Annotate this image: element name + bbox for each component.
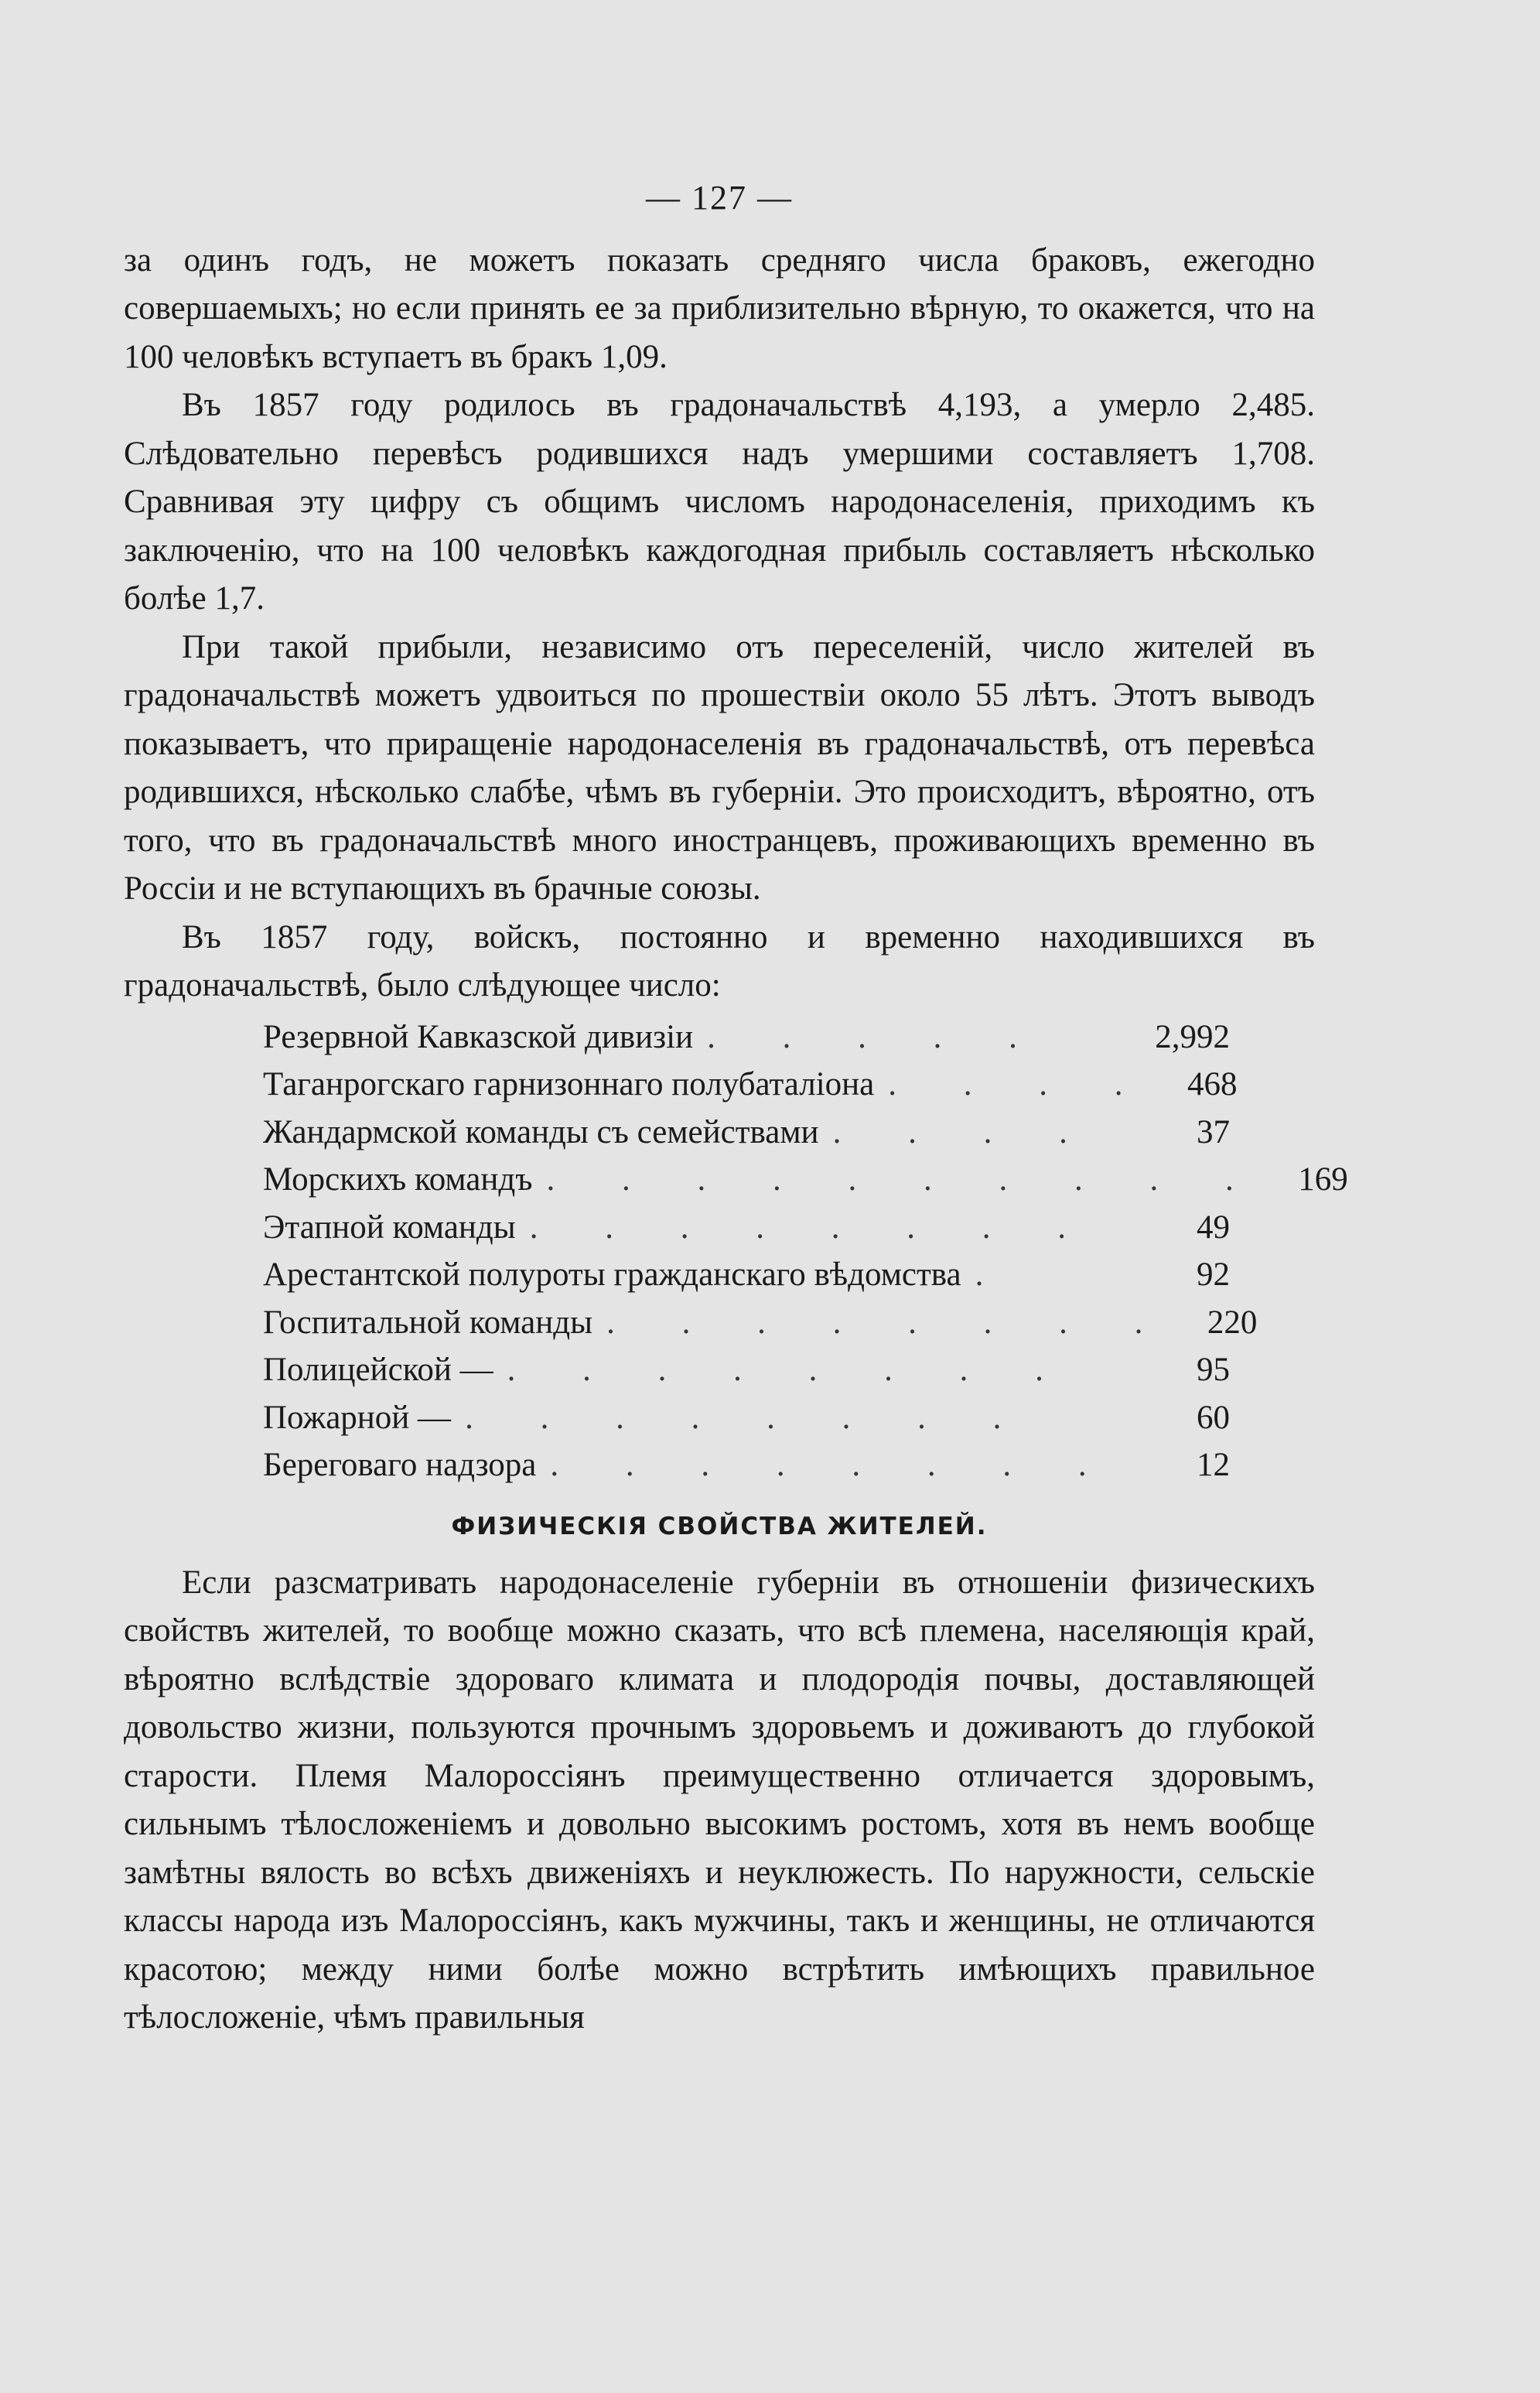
troop-value: 92	[1197, 1256, 1230, 1293]
troop-label: Арестантской полуроты гражданскаго вѣдомства	[263, 1256, 961, 1293]
troop-value: 220	[1207, 1304, 1258, 1341]
section-heading: ФИЗИЧЕСКІЯ СВОЙСТВА ЖИТЕЛЕЙ.	[451, 1512, 988, 1540]
leader-dots: . . . . . . . .	[606, 1304, 1173, 1341]
troop-value: 60	[1197, 1399, 1230, 1436]
troops-list	[124, 1014, 1348, 1489]
troop-label: Морскихъ командъ	[263, 1161, 533, 1198]
troop-value: 37	[1197, 1113, 1230, 1150]
paragraph-troops-intro: Въ 1857 году, войскъ, постоянно и временно находившихся въ градоначальствѣ, было слѣдующее число:	[124, 918, 1315, 1003]
troop-label: Этапной команды	[263, 1208, 516, 1246]
troop-label: Таганрогскаго гарнизоннаго полубаталіона	[263, 1066, 875, 1102]
troop-value: 95	[1197, 1352, 1230, 1388]
troop-row	[263, 1014, 1230, 1061]
paragraph-marriage-rate: за одинъ годъ, не можетъ показать средняго числа браковъ, ежегодно совершаемыхъ; но если принять ее за приблизительно вѣрную, то окажется, что на 100 человѣкъ вступаетъ въ бракъ 1,09.	[124, 241, 1315, 375]
leader-dots: . . . . .	[707, 1018, 1047, 1055]
troop-value: 468	[1187, 1066, 1238, 1102]
page-number: — 127 —	[646, 179, 793, 217]
paragraph-physical-traits: Если разсматривать народонаселеніе губерніи въ отношеніи физическихъ свойствъ жителей, то вообще можно сказать, что всѣ племена, населяющія край, вѣроятно вслѣдствіе здороваго климата и плодородія почвы, доставляющей довольство жизни, пользуются прочнымъ здоровьемъ и доживаютъ до глубокой старости. Племя Малороссіянъ преимущественно отличается здоровымъ, сильнымъ тѣлосложеніемъ и довольно высокимъ ростомъ, хотя въ немъ вообще замѣтны вялость во всѣхъ движеніяхъ и неуклюжесть. По наружности, сельскіе классы народа изъ Малороссіянъ, какъ мужчины, такъ и женщины, не отличаются красотою; между ними болѣе можно встрѣтить имѣющихъ правильное тѣлосложеніе, чѣмъ правильныя	[124, 1564, 1315, 2036]
leader-dots: .	[975, 1256, 1013, 1293]
troop-value: 2,992	[1155, 1018, 1230, 1055]
leader-dots: . . . . . . . .	[529, 1208, 1095, 1246]
troop-row	[263, 1204, 1230, 1252]
leader-dots: . . . . . . . .	[465, 1399, 1031, 1436]
troop-row	[263, 1441, 1230, 1489]
leader-dots: . . . .	[888, 1066, 1152, 1102]
text-column	[124, 174, 1348, 2043]
troop-row	[263, 1156, 1348, 1204]
leader-dots: . . . . . . . .	[507, 1352, 1073, 1388]
troop-row	[263, 1061, 1238, 1109]
leader-dots: . . . .	[832, 1113, 1097, 1150]
troop-value: 49	[1197, 1208, 1230, 1246]
troop-row	[263, 1109, 1230, 1157]
troop-row	[263, 1299, 1258, 1347]
troop-label: Полицейской —	[263, 1352, 493, 1388]
troop-label: Резервной Кавказской дивизіи	[263, 1018, 694, 1055]
troop-value: 169	[1298, 1161, 1348, 1198]
paragraph-births-deaths: Въ 1857 году родилось въ градоначальствѣ 4,193, а умерло 2,485. Слѣдовательно перевѣсъ родившихся надъ умершими составляетъ 1,708. Сравнивая эту цифру съ общимъ числомъ народонаселенія, приходимъ къ заключенію, что на 100 человѣкъ каждогодная прибыль составляетъ нѣсколько болѣе 1,7.	[124, 387, 1315, 617]
leader-dots: . . . . . . . . . .	[546, 1161, 1263, 1198]
troop-value: 12	[1197, 1447, 1230, 1483]
troop-label: Госпитальной команды	[263, 1304, 593, 1341]
troop-label: Жандармской команды съ семействами	[263, 1113, 819, 1150]
leader-dots: . . . . . . . .	[550, 1447, 1116, 1483]
troop-row	[263, 1394, 1230, 1442]
troop-label: Пожарной —	[263, 1399, 452, 1436]
troop-label: Береговаго надзора	[263, 1447, 537, 1483]
paragraph-doubling-time: При такой прибыли, независимо отъ переселеній, число жителей въ градоначальствѣ можетъ удвоиться по прошествіи около 55 лѣтъ. Этотъ выводъ показываетъ, что приращеніе народонаселенія въ градоначальствѣ, отъ перевѣса родившихся, нѣсколько слабѣе, чѣмъ въ губерніи. Это происходитъ, вѣроятно, отъ того, что въ градоначальствѣ много иностранцевъ, проживающихъ временно въ Россіи и не вступающихъ въ брачные союзы.	[124, 628, 1315, 907]
troop-row	[263, 1251, 1230, 1299]
troop-row	[263, 1346, 1230, 1394]
